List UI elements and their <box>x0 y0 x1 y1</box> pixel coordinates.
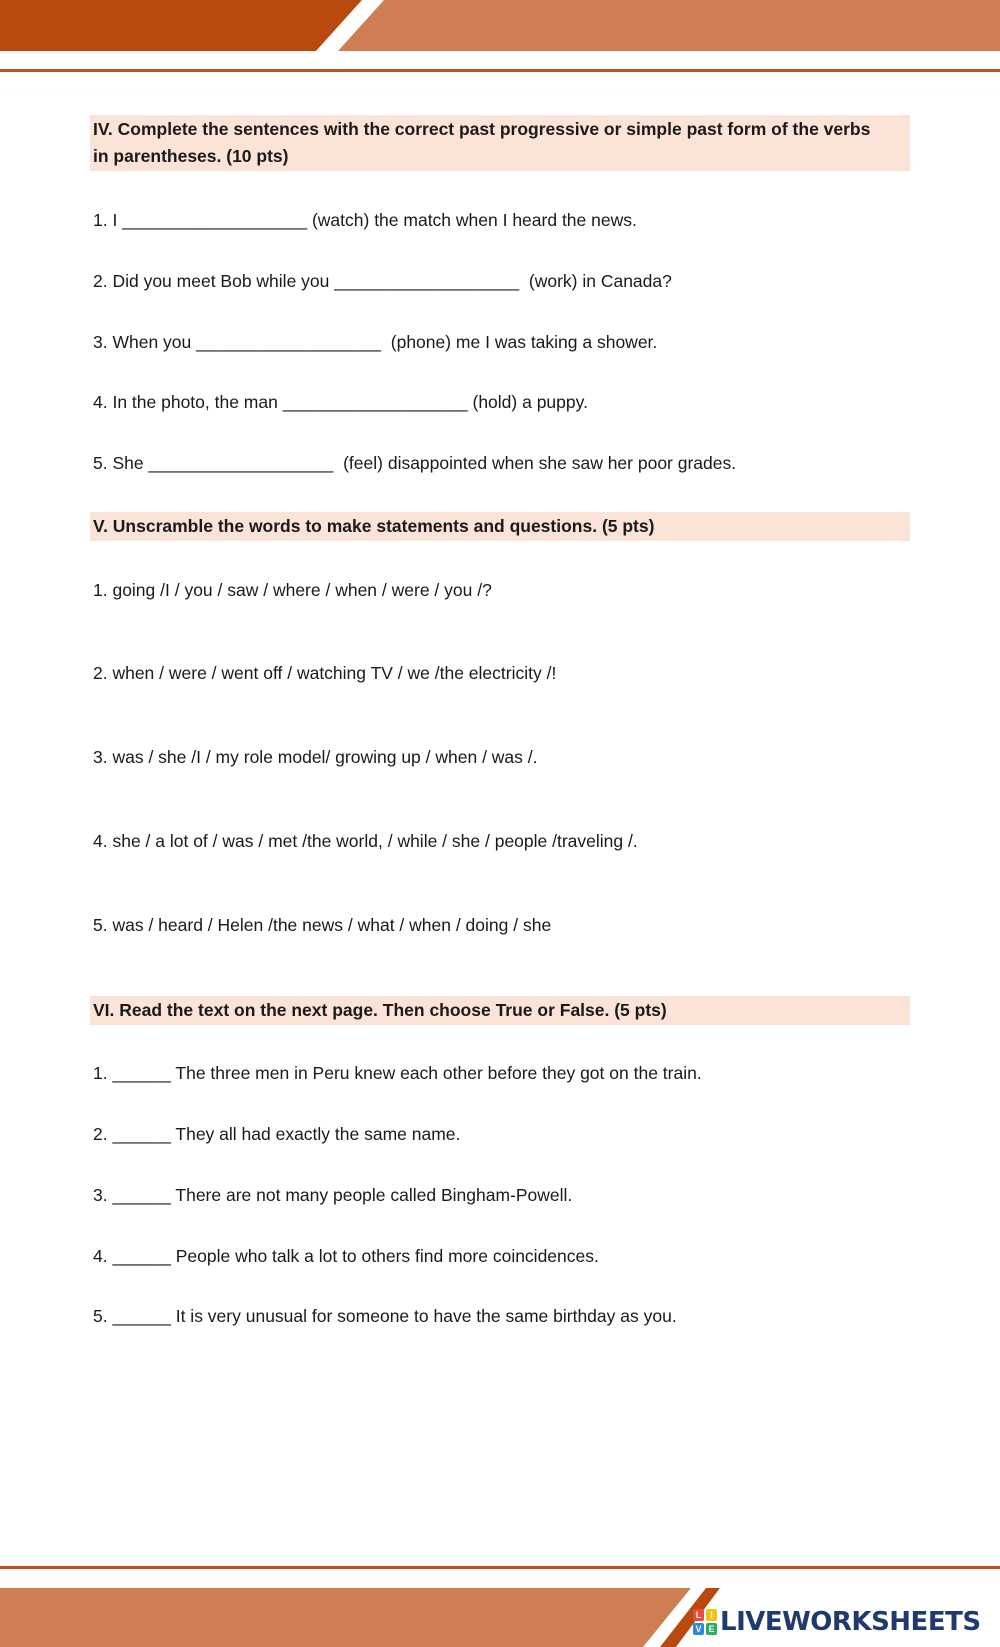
section-iv-item-4: 4. In the photo, the man ___________________ (hold) a puppy. <box>93 392 588 412</box>
logo-letter-l: L <box>693 1609 704 1621</box>
section-v-item-1: 1. going /I / you / saw / where / when / were / you /? <box>93 580 492 600</box>
section-iv-heading-line2: in parentheses. (10 pts) <box>93 146 289 166</box>
section-vi-item-1: 1. ______ The three men in Peru knew each other before they got on the train. <box>93 1063 702 1083</box>
section-iv-item-2: 2. Did you meet Bob while you ___________________ (work) in Canada? <box>93 271 672 291</box>
section-iv-item-3: 3. When you ___________________ (phone) me I was taking a shower. <box>93 332 658 352</box>
logo-letter-i: I <box>706 1609 717 1621</box>
section-iv-heading <box>90 115 910 171</box>
liveworksheets-logo[interactable] <box>693 1606 981 1638</box>
section-v-item-5: 5. was / heard / Helen /the news / what / when / doing / she <box>93 915 552 935</box>
logo-text: LIVEWORKSHEETS <box>720 1607 981 1637</box>
section-vi-item-4: 4. ______ People who talk a lot to others find more coincidences. <box>93 1246 599 1266</box>
section-v-item-4: 4. she / a lot of / was / met /the world, / while / she / people /traveling /. <box>93 831 638 851</box>
section-vi-item-5: 5. ______ It is very unusual for someone to have the same birthday as you. <box>93 1306 677 1326</box>
logo-grid-icon <box>693 1609 717 1635</box>
section-iv-heading-line1: IV. Complete the sentences with the correct past progressive or simple past form of the verbs <box>93 119 871 139</box>
section-iv-item-5: 5. She ___________________ (feel) disappointed when she saw her poor grades. <box>93 453 737 473</box>
logo-letter-v: V <box>693 1623 704 1635</box>
section-v-heading: V. Unscramble the words to make statements and questions. (5 pts) <box>90 512 910 541</box>
section-iv-item-1: 1. I ___________________ (watch) the match when I heard the news. <box>93 210 637 230</box>
section-v-item-2: 2. when / were / went off / watching TV / we /the electricity /! <box>93 663 557 683</box>
logo-letter-e: E <box>706 1623 717 1635</box>
section-v-item-3: 3. was / she /I / my role model/ growing up / when / was /. <box>93 747 538 767</box>
footer-rule <box>0 1566 1000 1569</box>
section-vi-heading: VI. Read the text on the next page. Then choose True or False. (5 pts) <box>90 996 910 1025</box>
section-vi-item-3: 3. ______ There are not many people called Bingham-Powell. <box>93 1185 573 1205</box>
section-vi-item-2: 2. ______ They all had exactly the same name. <box>93 1124 461 1144</box>
